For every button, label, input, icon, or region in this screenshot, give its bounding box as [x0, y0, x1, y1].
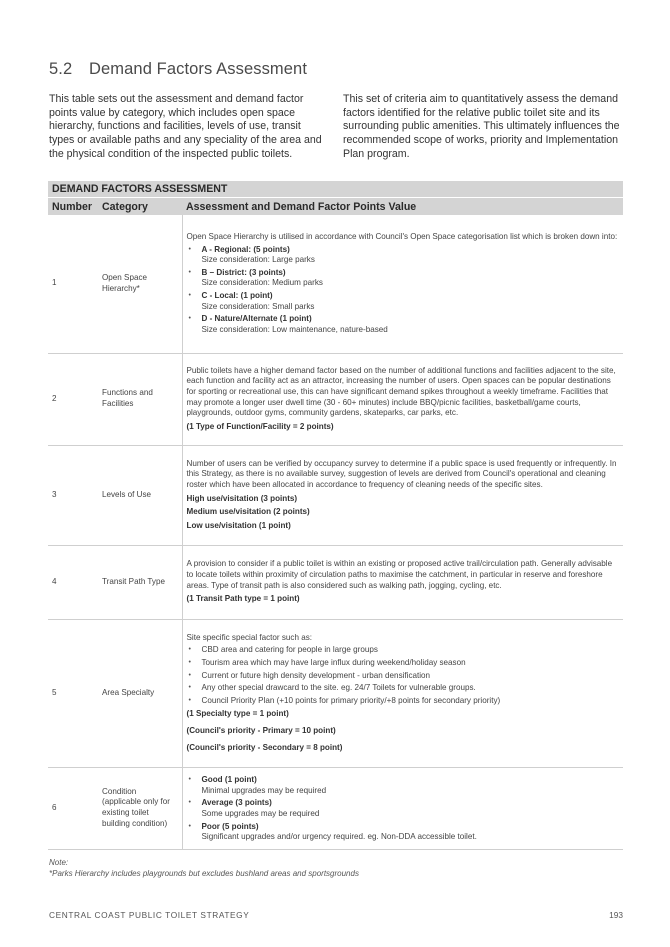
list-item	[187, 775, 620, 796]
table-row	[48, 619, 623, 767]
bullet-list	[187, 245, 620, 336]
row-text: Number of users can be verified by occupancy survey to determine if a public space is used frequently or infrequently. In this Strategy, as there is no available survey, suggestion of levels are derived from Council's operational and cleaning roster which have been allocated in accordance to frequency of cleaning needs of the specific sites.	[186, 458, 617, 489]
row-description	[182, 215, 623, 353]
row-description	[182, 445, 623, 545]
note-label: Note:	[49, 858, 69, 867]
row-category: Functions and Facilities	[98, 353, 182, 445]
bullet-label: A - Regional: (5 points)	[201, 244, 290, 254]
row-description	[182, 619, 623, 767]
intro-paragraph-right: This set of criteria aim to quantitatively assess the demand factors identified for the relative public toilet site and its surrounding public amenities. This ultimately influences the recommended scope of works, priority and Implementation Plan program.	[343, 93, 620, 160]
table-row	[48, 545, 623, 619]
list-item	[187, 798, 620, 819]
bullet-label: Average (3 points)	[201, 798, 272, 808]
bullet-list	[187, 775, 620, 843]
points-line: Medium use/visitation (2 points)	[186, 507, 310, 517]
list-item	[187, 291, 620, 312]
row-category: Transit Path Type	[98, 545, 182, 619]
bullet-label: C - Local: (1 point)	[201, 291, 273, 301]
list-item: • Current or future high density development - urban densification	[187, 671, 620, 682]
list-item: • Any other special drawcard to the site. eg. 24/7 Toilets for vulnerable groups.	[187, 683, 620, 694]
list-item	[187, 268, 620, 289]
row-text: A provision to consider if a public toilet is within an existing or proposed active trail/circulation path. Generally advisable to locate toilets within proximity of circulation paths to maximise the catchment, in particular in reserve and foreshore areas. Type of transit path is also considered such as walking path, jogging, cycling, etc.	[186, 559, 613, 590]
footer-document-title: CENTRAL COAST PUBLIC TOILET STRATEGY	[49, 910, 250, 920]
row-number: 2	[48, 353, 98, 445]
list-item: • CBD area and catering for people in large groups	[187, 645, 620, 656]
list-item	[187, 822, 620, 843]
row-text: Site specific special factor such as:	[186, 632, 313, 642]
note-text: *Parks Hierarchy includes playgrounds but excludes bushland areas and sportsgrounds	[49, 868, 359, 878]
row-number: 4	[48, 545, 98, 619]
points-line: Low use/visitation (1 point)	[186, 520, 291, 530]
points-line: (1 Transit Path type = 1 point)	[186, 594, 300, 604]
section-title: Demand Factors Assessment	[89, 60, 307, 78]
column-header-value: Assessment and Demand Factor Points Value	[182, 198, 623, 216]
list-item: • Tourism area which may have large influx during weekend/holiday season	[187, 658, 620, 669]
row-text: Public toilets have a higher demand factor based on the number of additional functions and facilities adjacent to the site, each function and facility act as an attractor, increasing the number of users. Open spaces can be popular destinations for sporting or recreational use, this can have significant demand spikes throughout a weekly timeframe. Facilities that may promote a longer user dwell time (30 - 60+ minutes) include BBQ/picnic facilities, basketball/game courts, playgrounds, outdoor gyms, community gardens, skateparks, car parks, etc.	[186, 365, 616, 418]
row-description	[182, 353, 623, 445]
row-number: 3	[48, 445, 98, 545]
demand-factors-table	[48, 181, 623, 850]
table-row	[48, 215, 623, 353]
bullet-sub: Size consideration: Large parks	[201, 255, 315, 265]
bullet-sub: Some upgrades may be required	[201, 809, 320, 818]
row-number: 1	[48, 215, 98, 353]
footer-page-number: 193	[609, 910, 623, 920]
points-line: (Council's priority - Primary = 10 point)	[186, 725, 336, 735]
bullet-label: B – District: (3 points)	[201, 267, 286, 277]
row-description	[182, 545, 623, 619]
row-category: Open Space Hierarchy*	[98, 215, 182, 353]
bullet-label: D - Nature/Alternate (1 point)	[201, 314, 312, 324]
bullet-label: Good (1 point)	[201, 775, 257, 785]
table-note	[49, 858, 359, 879]
table-row	[48, 353, 623, 445]
section-heading	[49, 60, 307, 79]
bullet-sub: Size consideration: Low maintenance, nature-based	[201, 324, 388, 334]
row-category: Area Specialty	[98, 619, 182, 767]
row-text: Open Space Hierarchy is utilised in accordance with Council's Open Space categorisation list which is broken down into:	[186, 232, 618, 242]
row-category: Levels of Use	[98, 445, 182, 545]
bullet-list	[187, 645, 620, 706]
table-row	[48, 767, 623, 849]
row-category: Condition (applicable only for existing toilet building condition)	[98, 767, 182, 849]
bullet-sub: Size consideration: Small parks	[201, 301, 315, 311]
list-item: • Council Priority Plan (+10 points for primary priority/+8 points for secondary priority)	[187, 696, 620, 707]
bullet-label: Poor (5 points)	[201, 821, 259, 831]
table-title: DEMAND FACTORS ASSESSMENT	[48, 181, 623, 198]
section-number: 5.2	[49, 60, 73, 78]
bullet-sub: Minimal upgrades may be required	[201, 785, 327, 795]
intro-paragraph-left: This table sets out the assessment and demand factor points value by category, which includes open space hierarchy, functions and facilities, levels of use, transit types or available paths and any speciality of the area and the physical condition of the inspected public toilets.	[49, 93, 322, 160]
column-header-number: Number	[48, 198, 98, 216]
bullet-sub: Size consideration: Medium parks	[201, 278, 323, 288]
list-item	[187, 314, 620, 335]
points-line: High use/visitation (3 points)	[186, 493, 298, 503]
list-item	[187, 245, 620, 266]
row-number: 5	[48, 619, 98, 767]
table-row	[48, 445, 623, 545]
points-line: (1 Specialty type = 1 point)	[186, 709, 289, 719]
points-line: (1 Type of Function/Facility = 2 points)	[186, 421, 334, 431]
bullet-sub: Significant upgrades and/or urgency required. eg. Non-DDA accessible toilet.	[201, 832, 477, 842]
column-header-category: Category	[98, 198, 182, 216]
row-number: 6	[48, 767, 98, 849]
row-description	[182, 767, 623, 849]
points-line: (Council's priority - Secondary = 8 point)	[186, 742, 343, 752]
